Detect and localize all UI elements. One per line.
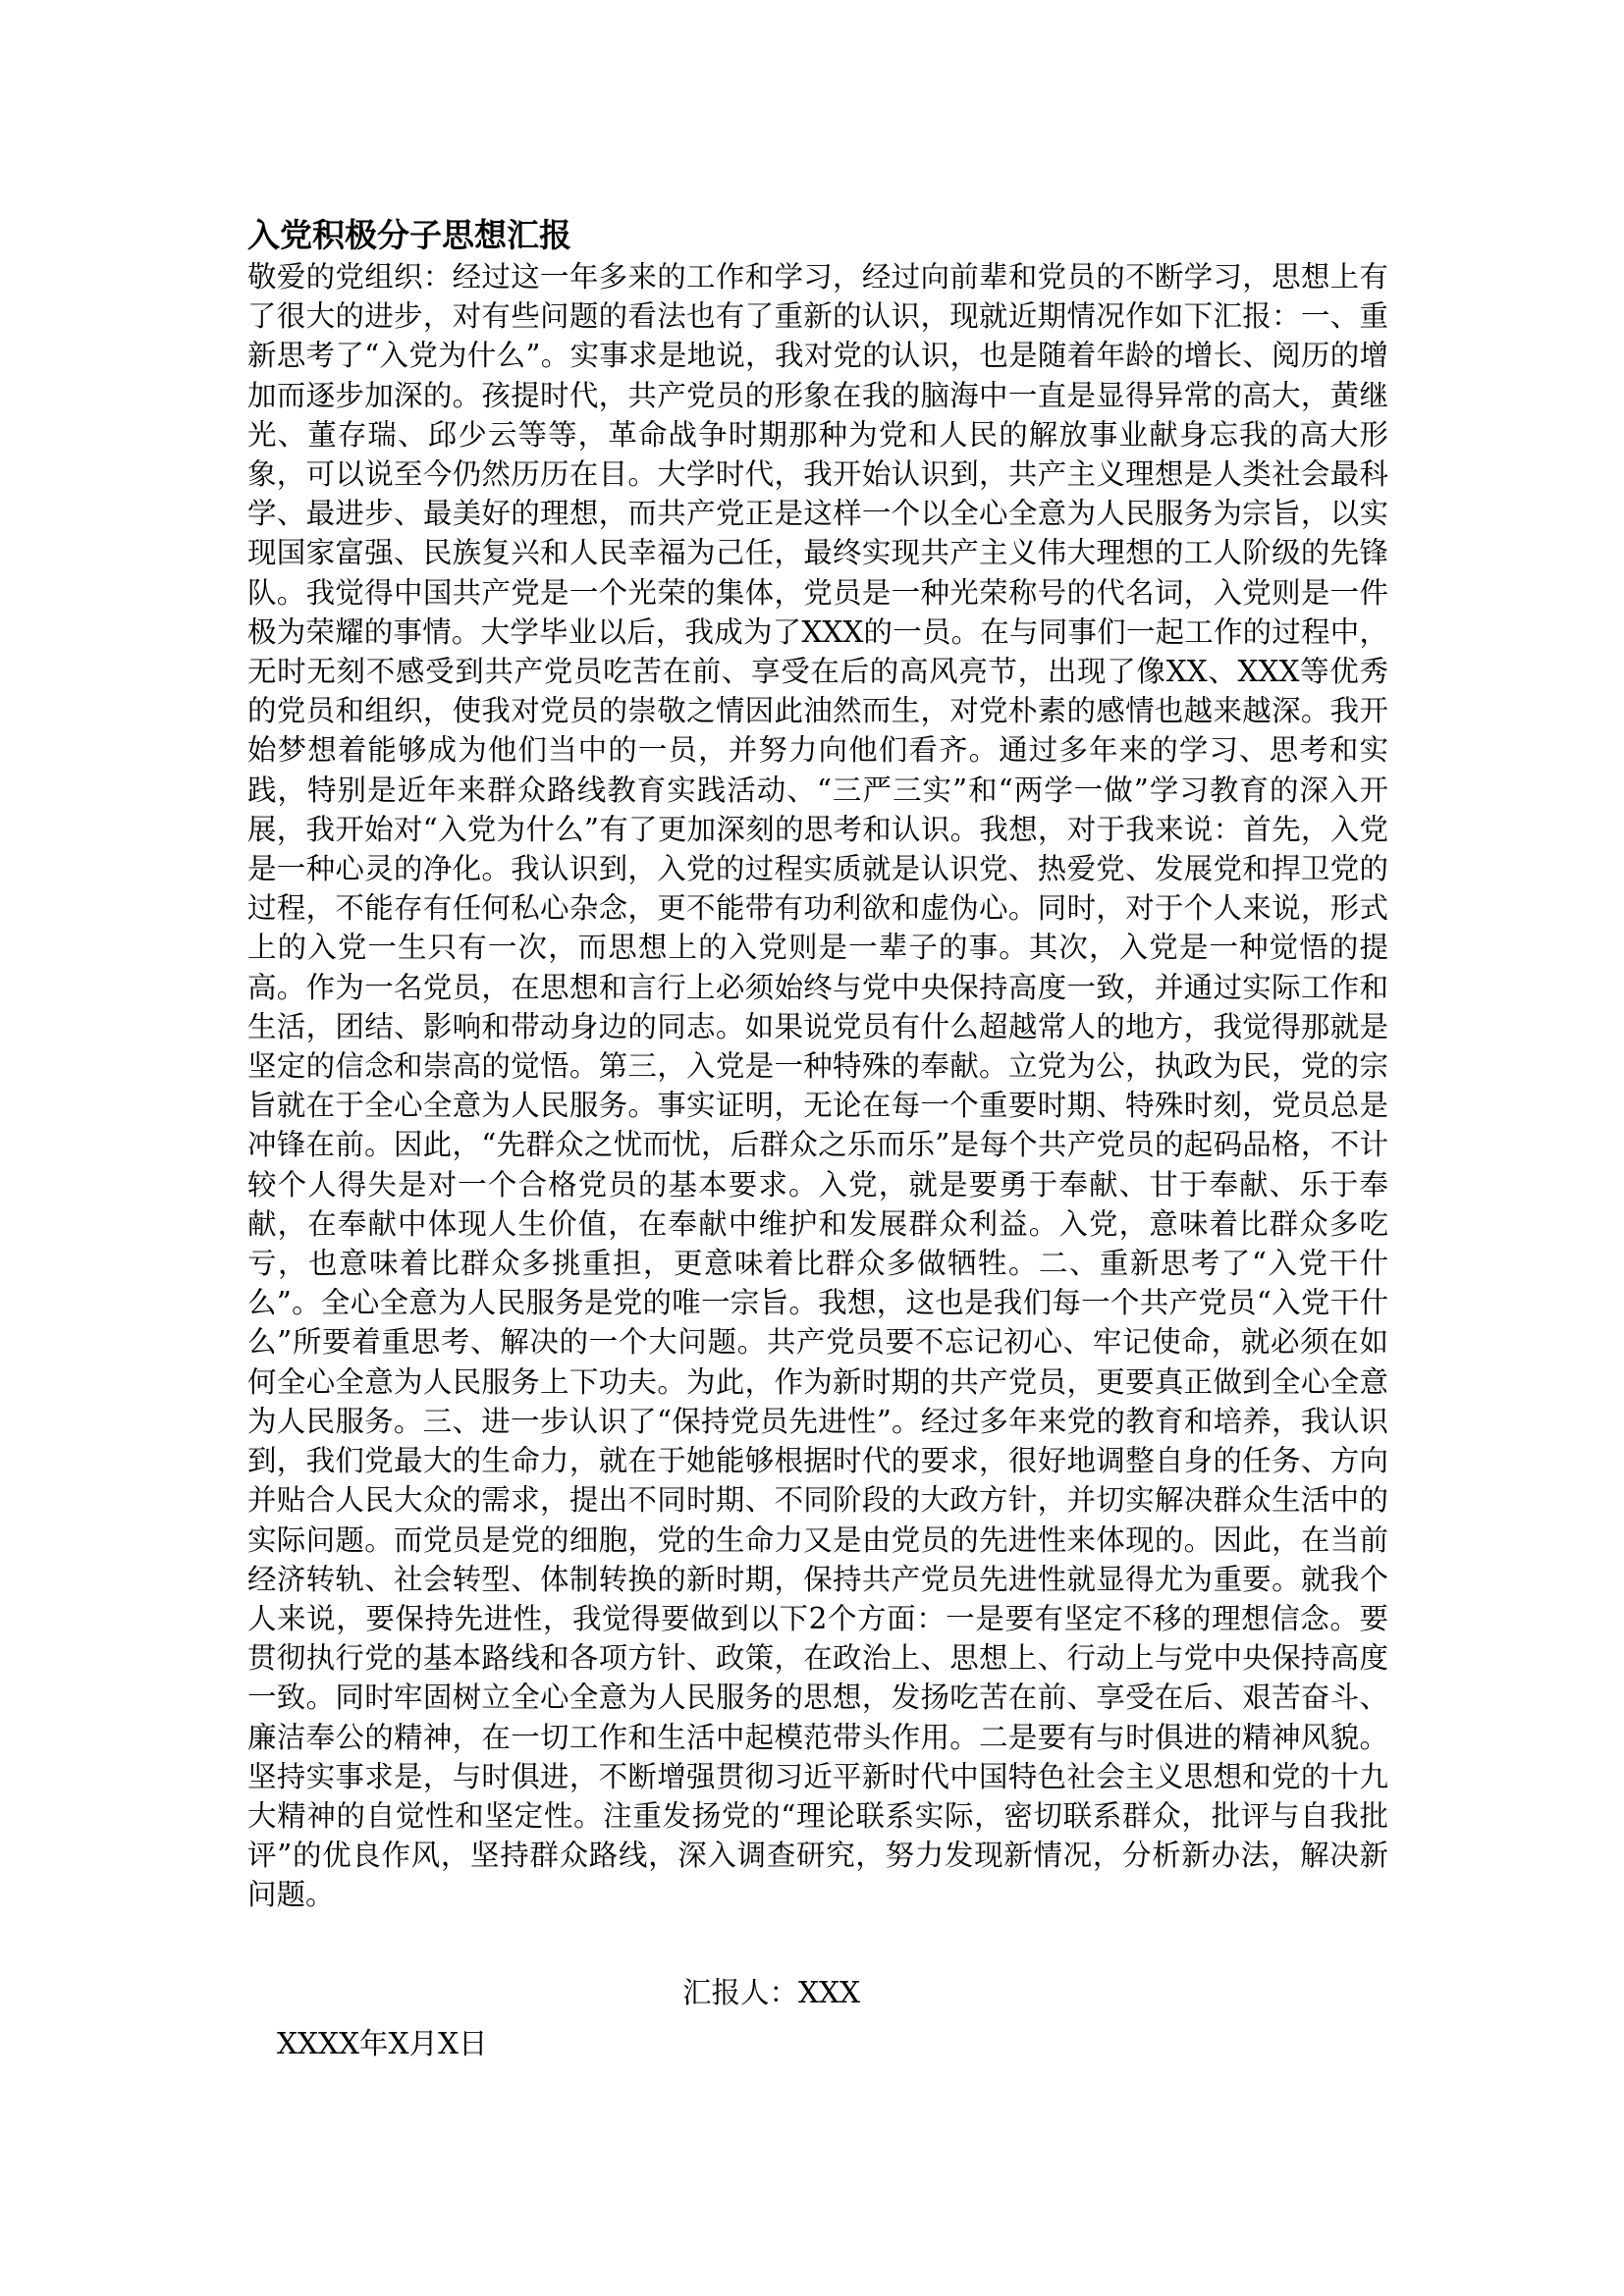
- document-body: 敬爱的党组织：经过这一年多来的工作和学习，经过向前辈和党员的不断学习，思想上有了很大的进步，对有些问题的看法也有了重新的认识，现就近期情况作如下汇报：一、重新思考了“入党为什么”。实事求是地说，我对党的认识，也是随着年龄的增长、阅历的增加而逐步加深的。孩提时代，共产党员的形象在我的脑海中一直是显得异常的高大，黄继光、董存瑞、邱少云等等，革命战争时期那种为党和人民的解放事业献身忘我的高大形象，可以说至今仍然历历在目。大学时代，我开始认识到，共产主义理想是人类社会最科学、最进步、最美好的理想，而共产党正是这样一个以全心全意为人民服务为宗旨，以实现国家富强、民族复兴和人民幸福为己任，最终实现共产主义伟大理想的工人阶级的先锋队。我觉得中国共产党是一个光荣的集体，党员是一种光荣称号的代名词，入党则是一件极为荣耀的事情。大学毕业以后，我成为了XXX的一员。在与同事们一起工作的过程中，无时无刻不感受到共产党员吃苦在前、享受在后的高风亮节，出现了像XX、XXX等优秀的党员和组织，使我对党员的崇敬之情因此油然而生，对党朴素的感情也越来越深。我开始梦想着能够成为他们当中的一员，并努力向他们看齐。通过多年来的学习、思考和实践，特别是近年来群众路线教育实践活动、“三严三实”和“两学一做”学习教育的深入开展，我开始对“入党为什么”有了更加深刻的思考和认识。我想，对于我来说：首先，入党是一种心灵的净化。我认识到，入党的过程实质就是认识党、热爱党、发展党和捍卫党的过程，不能存有任何私心杂念，更不能带有功利欲和虚伪心。同时，对于个人来说，形式上的入党一生只有一次，而思想上的入党则是一辈子的事。其次，入党是一种觉悟的提高。作为一名党员，在思想和言行上必须始终与党中央保持高度一致，并通过实际工作和生活，团结、影响和带动身边的同志。如果说党员有什么超越常人的地方，我觉得那就是坚定的信念和崇高的觉悟。第三，入党是一种特殊的奉献。立党为公，执政为民，党的宗旨就在于全心全意为人民服务。事实证明，无论在每一个重要时期、特殊时刻，党员总是冲锋在前。因此，“先群众之忧而忧，后群众之乐而乐”是每个共产党员的起码品格，不计较个人得失是对一个合格党员的基本要求。入党，就是要勇于奉献、甘于奉献、乐于奉献，在奉献中体现人生价值，在奉献中维护和发展群众利益。入党，意味着比群众多吃亏，也意味着比群众多挑重担，更意味着比群众多做牺牲。二、重新思考了“入党干什么”。全心全意为人民服务是党的唯一宗旨。我想，这也是我们每一个共产党员“入党干什么”所要着重思考、解决的一个大问题。共产党员要不忘记初心、牢记使命，就必须在如何全心全意为人民服务上下功夫。为此，作为新时期的共产党员，更要真正做到全心全意为人民服务。三、进一步认识了“保持党员先进性”。经过多年来党的教育和培养，我认识到，我们党最大的生命力，就在于她能够根据时代的要求，很好地调整自身的任务、方向并贴合人民大众的需求，提出不同时期、不同阶段的大政方针，并切实解决群众生活中的实际问题。而党员是党的细胞，党的生命力又是由党员的先进性来体现的。因此，在当前经济转轨、社会转型、体制转换的新时期，保持共产党员先进性就显得尤为重要。就我个人来说，要保持先进性，我觉得要做到以下2个方面：一是要有坚定不移的理想信念。要贯彻执行党的基本路线和各项方针、政策，在政治上、思想上、行动上与党中央保持高度一致。同时牢固树立全心全意为人民服务的思想，发扬吃苦在前、享受在后、艰苦奋斗、廉洁奉公的精神，在一切工作和生活中起模范带头作用。二是要有与时俱进的精神风貌。坚持实事求是，与时俱进，不断增强贯彻习近平新时代中国特色社会主义思想和党的十九大精神的自觉性和坚定性。注重发扬党的“理论联系实际，密切联系群众，批评与自我批评”的优良作风，坚持群众路线，深入调查研究，努力发现新情况，分析新办法，解决新问题。: [247, 260, 1388, 1912]
- reporter-signature: 汇报人：XXX: [682, 1976, 861, 2009]
- report-date: XXXX年X月X日: [277, 2027, 488, 2060]
- document-title: 入党积极分子思想汇报: [247, 216, 571, 254]
